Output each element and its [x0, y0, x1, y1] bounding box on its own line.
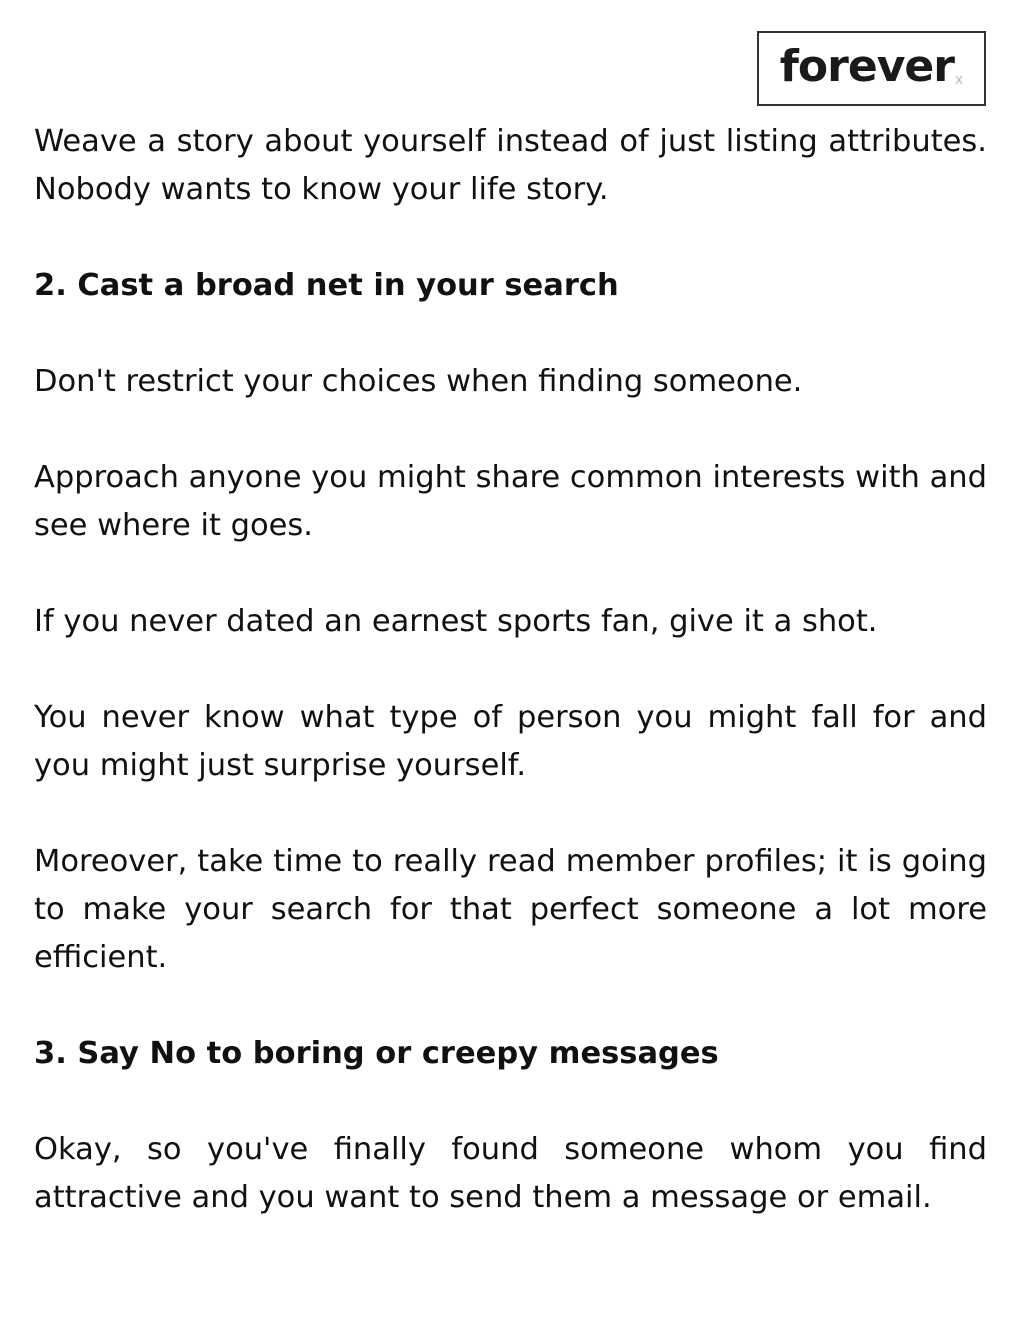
- paragraph-restrict-choices: Don't restrict your choices when finding someone.: [34, 364, 803, 399]
- logo-x-mark: x: [954, 71, 964, 88]
- paragraph-read-profiles: Moreover, take time to really read member profiles; it is going to make your search for that perfect someone a lot more efficient.: [34, 844, 987, 975]
- logo-wordmark: forever: [779, 40, 954, 92]
- paragraph-approach-anyone: Approach anyone you might share common interests with and see where it goes.: [34, 460, 987, 543]
- intro-paragraph: Weave a story about yourself instead of just listing attributes. Nobody wants to know your life story.: [34, 124, 987, 207]
- paragraph-found-someone: Okay, so you've finally found someone whom you find attractive and you want to send them a message or email.: [34, 1132, 987, 1215]
- section-heading-2: 2. Cast a broad net in your search: [34, 268, 619, 303]
- forever-logo: [757, 31, 986, 106]
- paragraph-never-know: You never know what type of person you might fall for and you might just surprise yourself.: [34, 700, 987, 783]
- article-body: [34, 118, 987, 1270]
- section-heading-3: 3. Say No to boring or creepy messages: [34, 1036, 719, 1071]
- paragraph-sports-fan: If you never dated an earnest sports fan, give it a shot.: [34, 604, 878, 639]
